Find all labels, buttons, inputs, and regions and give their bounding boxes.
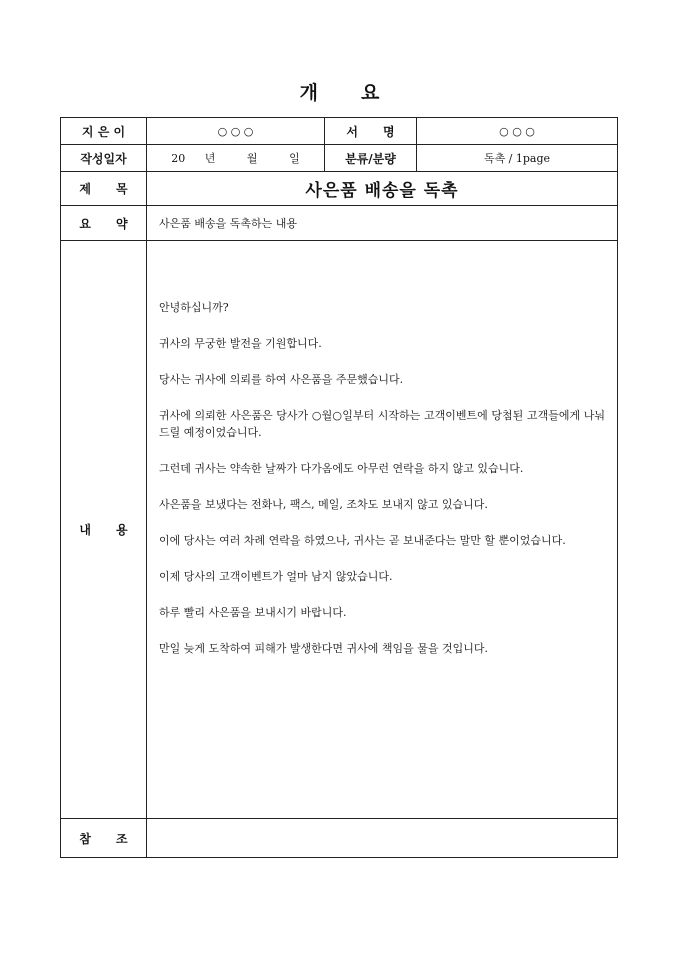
date-year-prefix: 20 <box>171 152 186 165</box>
category-label: 분류/분량 <box>325 145 417 172</box>
content-paragraph: 하루 빨리 사은품을 보내시기 바랍니다. <box>159 606 347 619</box>
subject-label: 제 목 <box>61 172 147 206</box>
page-title-part2: 요 <box>361 82 381 104</box>
summary-row <box>61 206 618 241</box>
summary-label: 요 약 <box>61 206 147 241</box>
overview-table <box>60 117 618 858</box>
content-row <box>61 241 618 819</box>
category-value: 독촉 / 1page <box>417 145 618 172</box>
content-paragraph: 안녕하십니까? <box>159 301 229 314</box>
author-row <box>61 118 618 145</box>
content-paragraph: 그런데 귀사는 약속한 날짜가 다가옴에도 아무런 연락을 하지 않고 있습니다. <box>159 462 524 475</box>
date-day: 일 <box>289 152 300 165</box>
reference-value <box>147 819 618 858</box>
subject-value: 사은품 배송을 독촉 <box>147 172 618 206</box>
date-month: 월 <box>246 152 258 165</box>
reference-row <box>61 819 618 858</box>
content-paragraph: 당사는 귀사에 의뢰를 하여 사은품을 주문했습니다. <box>159 373 404 386</box>
author-value: ○ ○ ○ <box>147 118 325 145</box>
sign-label: 서 명 <box>325 118 417 145</box>
content-paragraph: 만일 늦게 도착하여 피해가 발생한다면 귀사에 책임을 물을 것입니다. <box>159 642 488 655</box>
author-label: 지 은 이 <box>61 118 147 145</box>
content-paragraph: 사은품을 보냈다는 전화나, 팩스, 메일, 조차도 보내지 않고 있습니다. <box>159 498 488 511</box>
content-paragraph: 귀사에 의뢰한 사은품은 당사가 ○월○일부터 시작하는 고객이벤트에 당첨된 고객들에게 나눠 드릴 예정이었습니다. <box>159 409 605 439</box>
content-label: 내 용 <box>61 241 147 819</box>
date-year: 년 <box>204 152 216 165</box>
date-label: 작성일자 <box>61 145 147 172</box>
content-paragraph: 귀사의 무궁한 발전을 기원합니다. <box>159 337 322 350</box>
date-row <box>61 145 618 172</box>
page-title-part1: 개 <box>299 82 319 104</box>
summary-value: 사은품 배송을 독촉하는 내용 <box>147 206 618 241</box>
content-paragraph: 이제 당사의 고객이벤트가 얼마 남지 않았습니다. <box>159 570 393 583</box>
content-body <box>147 241 618 819</box>
reference-label: 참 조 <box>61 819 147 858</box>
page-title <box>0 78 680 105</box>
content-paragraph: 이에 당사는 여러 차례 연락을 하였으나, 귀사는 곧 보내준다는 말만 할 뿐이었습니다. <box>159 534 566 547</box>
sign-value: ○ ○ ○ <box>417 118 618 145</box>
date-value <box>147 145 325 172</box>
subject-row <box>61 172 618 206</box>
